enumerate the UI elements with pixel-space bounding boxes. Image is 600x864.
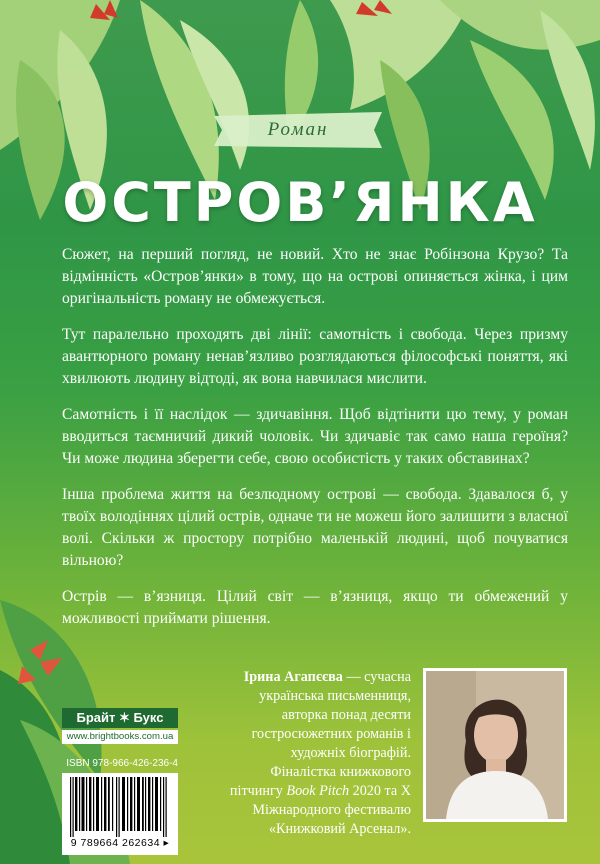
genre-label: Роман (267, 119, 329, 140)
book-title: ОСТРОВ’ЯНКА (62, 171, 538, 234)
author-bio-text-end: 2020 та Х Міжнародного фестивалю «Книжковий Арсенал». (252, 783, 411, 837)
publisher-url: www.brightbooks.com.ua (62, 730, 178, 744)
blurb-paragraph: Тут паралельно проходять дві лінії: самотність і свобода. Через призму авантюрного роману ненав’язливо розглядаються філософські поняття, які хвилюють людину відтоді, як вона навчилася мислити. (62, 326, 568, 387)
author-photo (423, 668, 567, 822)
blurb-paragraph: Острів — в’язниця. Цілий світ — в’язниця, якщо ти обмежений у можливості приймати рішення. (62, 588, 568, 627)
blurb-paragraph: Самотність і її наслідок — здичавіння. Щоб відтінити цю тему, у роман вводиться таємничий дикий чоловік. Чи здичавіє так само наша героїня? Чи може людина зберегти себе, свою особистість у таких обставинах? (62, 406, 568, 467)
barcode-bars-icon (66, 777, 174, 837)
author-portrait-icon (426, 671, 564, 819)
author-bio (228, 668, 411, 839)
blurb-paragraph: Інша проблема життя на безлюдному острові — свобода. Здавалося б, у твоїх володіннях цілий острів, одначе ти не можеш його залишити з власної волі. Скільки ж простору потрібно маленькій людині, щоб почуватися вільною? (62, 486, 568, 569)
barcode-number: 9 789664 262634 ▸ (70, 837, 170, 849)
barcode (62, 773, 178, 855)
author-bio-text: — сучасна українська письменниця, авторка понад десяти гостросюжетних романів і художніх біографій. Фіналістка книжкового пітчингу (229, 669, 411, 799)
book-pitch-label: Book Pitch (286, 783, 350, 799)
isbn: ISBN 978-966-426-236-4 (66, 758, 178, 769)
publisher-logo: Брайт ✶ Букс (62, 708, 178, 728)
blurb-paragraph: Сюжет, на перший погляд, не новий. Хто не знає Робінзона Крузо? Та відмінність «Остров’янки» в тому, що на острові опиняється жінка, і цим оригінальність роману не обмежується. (62, 246, 568, 307)
author-name: Ірина Агапєєва (243, 669, 343, 685)
